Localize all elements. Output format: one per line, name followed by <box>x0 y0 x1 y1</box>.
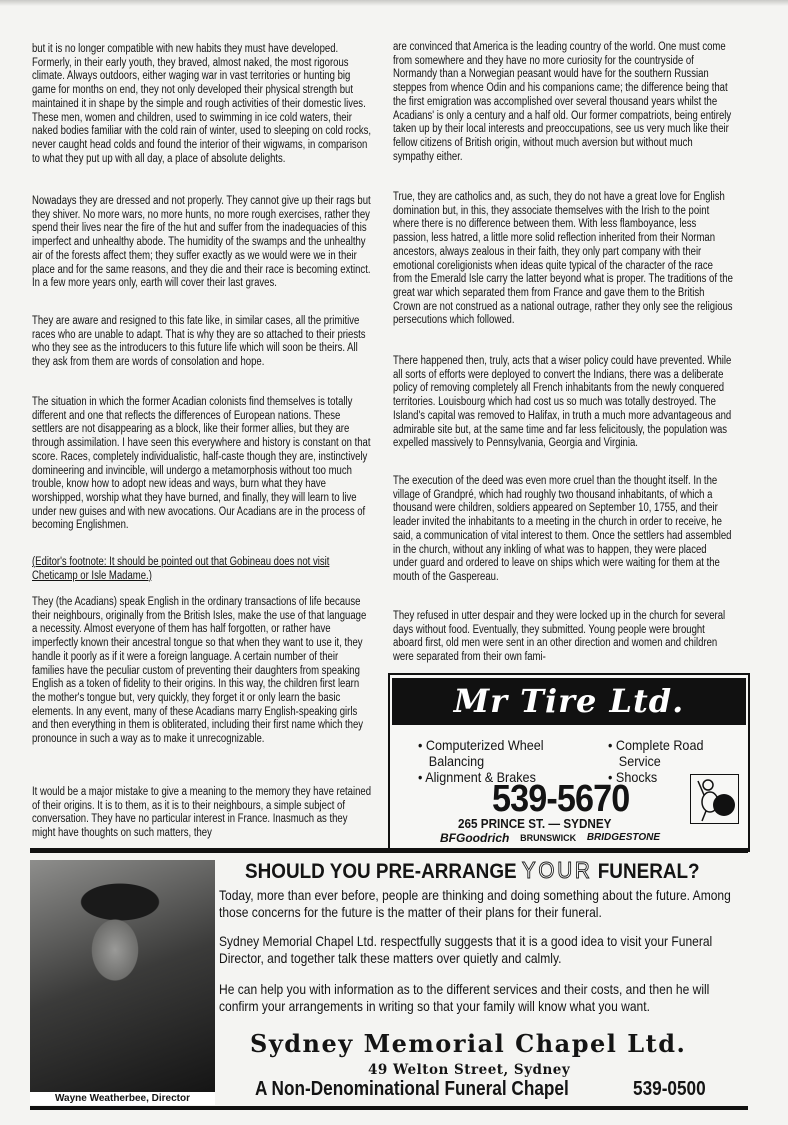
brand-brunswick: BRUNSWICK <box>520 833 577 843</box>
photo-caption: Wayne Weatherbee, Director <box>54 1093 191 1104</box>
paragraph: He can help you with information as to the different services and their costs, and then he will confirm your arrangements in writing so that your family will know what you want. <box>219 981 710 1014</box>
chapel-address: 49 Welton Street, Sydney <box>368 1062 571 1078</box>
paragraph: There happened then, truly, acts that a wiser policy could have prevented. While all sorts of efforts were deployed to convert the Indians, there was a deliberate policy of removing completely all French inhabitants from the newly conquered territories. Louisbourg which had cost us so much was totally destroyed. The Island's capital was removed to Halifax, in truth a much more advantageous and admirable site but, at the same time and far less felicitously, the population was expelled massively to Pennsylvania, Georgia and Virginia. <box>393 355 732 450</box>
paragraph: They (the Acadians) speak English in the ordinary transactions of life because their neighbours, originally from the British Isles, make the use of that language a necessity. Almost everyone of them has half forgotten, or rather have imperfectly known their ancestral tongue so that when they want to use it, they handle it poorly as if it were a foreign language. A certain number of their families have the peculiar custom of preventing their daughters from speaking English as a token of fidelity to their origins. In this way, the children first learn the mother's tongue but, very quickly, they forget it or only learn the basic elements. In any event, many of these Acadians marry English-speaking girls and then everything in them is obliterated, including their first name which they pronounce in such a way as to make it unrecognizable. <box>32 596 367 746</box>
mr-tire-logo: Mr Tire Ltd. <box>392 678 746 725</box>
paragraph: The execution of the deed was even more cruel than the thought itself. In the village of Grandpré, which had roughly two thousand inhabitants, of which a thousand were children, soldiers appeared on September 10, 1755, and their leader invited the inhabitants to a meeting in the church in order to receive, he said, a communication of vital interest to them. Once the settlers had assembled in the church, without any inkling of what was to happen, they were placed under guard and ordered to leave on ships which were waiting for them at the mouth of the Gaspereau. <box>393 475 732 583</box>
tire-phone: 539-5670 <box>492 778 630 820</box>
chapel-name: Sydney Memorial Chapel Ltd. <box>250 1029 687 1058</box>
editors-footnote: (Editor's footnote: It should be pointed out that Gobineau does not visit Cheticamp or Isle Madame.) <box>32 556 330 582</box>
paragraph: It would be a major mistake to give a meaning to the memory they have retained of their origins. It is to them, as it is to their neighbours, a simple subject of conversation. They have no particular interest in France. Inasmuch as they might have thoughts on such matters, they <box>32 786 372 840</box>
paragraph: Nowadays they are dressed and not properly. They cannot give up their rags but they shiver. No more wars, no more hunts, no more rough exercises, rather they spend their lives near the fire of the hut and suffer from the inadequacies of this imperfect and unhealthy abode. The humidity of the swamps and the unhealthy air of the forests affect them; they suffer exactly as we would were we in their place and for the same reasons, and they die and their race is becoming extinct. In a few more years only, earth will cover their last graves. <box>32 195 371 290</box>
bottom-divider <box>30 1106 748 1110</box>
headline-text: FUNERAL? <box>597 860 700 883</box>
headline-outline-text: YOUR <box>521 857 593 883</box>
paragraph: Sydney Memorial Chapel Ltd. respectfully suggests that it is a good idea to visit your Funeral Director, and together talk these matters over quietly and calmly. <box>219 933 713 966</box>
paragraph: True, they are catholics and, as such, they do not have a great love for English domination but, in this, they associate themselves with the Irish to the point where there is no difference between them. With less flamboyance, less passion, less hatred, a little more solid reflection inherited from their Norman ancestors, always zealous in their faith, they only part company with their emotional coreligionists when ideas quite typical of the character of the race from the Emerald Isle carry the latter beyond what is proper. The traditions of the great war which separated them from France and gave them to the British Crown are not construed as a national outrage, rather they only see the religious persecutions which followed. <box>393 191 733 327</box>
mr-tire-advertisement <box>388 673 750 852</box>
chapel-phone: 539-0500 <box>633 1078 706 1100</box>
tire-brands <box>440 832 660 844</box>
headline-text: SHOULD YOU PRE-ARRANGE <box>245 860 517 883</box>
paragraph: The situation in which the former Acadian colonists find themselves is totally different and one that reflects the differences of European nations. These settlers are not disappearing as a block, like their former allies, but they are through assimilation. I have seen this everywhere and history is constant on that score. Races, completely individualistic, half-caste though they are, instinctively domineering and invincible, will undergo a metamorphosis without too much trouble, know how to adopt new ideas and ways, burn what they have worshipped, worship what they have burned, and finally, they will learn to live under new guises and with new avocations. Our Acadians are in the process of becoming Englishmen. <box>32 396 371 532</box>
paragraph: They are aware and resigned to this fate like, in similar cases, all the primitive races who are unable to adapt. That is why they are so attached to their priests who they see as the introducers to this future life which will soon be theirs. All they ask from them are words of consolation and hope. <box>32 315 366 369</box>
brand-bfgoodrich: BFGoodrich <box>440 831 510 845</box>
paragraph: They refused in utter despair and they were locked up in the church for several days without food. Eventually, they submitted. Young people were brought aboard first, old men were sent in an other direction and women and children were separated from their own fami- <box>393 610 726 664</box>
paragraph: are convinced that America is the leading country of the world. One must come from somewhere and they have no more curiosity for the countryside of Normandy than a Norwegian peasant would have for the southern Russian steppes from whence Odin and his companions came; the difference being that the first emigration was accomplished over several thousand years whilst the Acadians' is only a century and a half old. Our former compatriots, being entirely taken up by their local interests and preoccupations, see us very much like their fellow citizens of British origin, without much aversion but without much sympathy either. <box>393 41 732 163</box>
service-item: Balancing <box>428 753 485 769</box>
service-item: • Computerized Wheel <box>418 737 544 753</box>
scan-edge <box>0 0 788 6</box>
brand-bridgestone: BRIDGESTONE <box>586 832 660 843</box>
divider <box>30 848 748 853</box>
service-item: • Complete Road <box>608 737 704 753</box>
service-item: • Alignment & Brakes <box>418 769 536 785</box>
funeral-headline <box>245 857 700 885</box>
service-item: Service <box>618 753 661 769</box>
director-photo <box>30 860 215 1105</box>
tire-mascot-icon <box>690 774 739 824</box>
paragraph: but it is no longer compatible with new habits they must have developed. Formerly, in their early youth, they braved, almost naked, the most rigorous climate. Always outdoors, either waging war in vast territories or hunting big game for months on end, they not only developed their physical strength but maintained it in shape by the simple and rough activities of their domestic lives. These men, women and children, used to swimming in ice cold waters, their naked bodies familiar with the cold rain of winter, used to sleeping on cold rocks, never caught head colds and found the interior of their wigwams, in comparison to what they put up with all day, a place of absolute delights. <box>32 43 372 165</box>
portrait-image <box>30 860 215 1092</box>
tire-address: 265 PRINCE ST. — SYDNEY <box>458 816 612 831</box>
chapel-tagline: A Non-Denominational Funeral Chapel <box>255 1078 569 1100</box>
paragraph: Today, more than ever before, people are thinking and doing something about the future. Among those concerns for the future is the matter of their plans for their funeral. <box>219 887 731 920</box>
service-item: • Shocks <box>608 769 658 785</box>
